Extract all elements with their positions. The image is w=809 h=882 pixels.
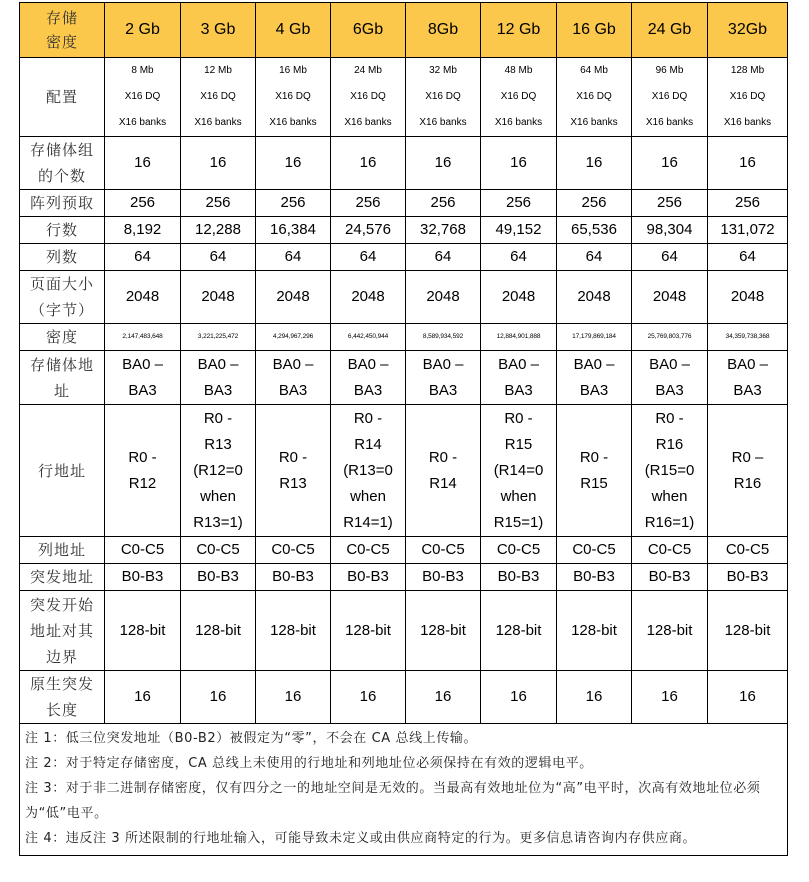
density_bits-cell-1: 3,221,225,472 (181, 324, 256, 351)
config-cell-8 (708, 58, 788, 137)
row_addr-line: when (500, 487, 537, 505)
burst_addr-cell-6: B0-B3 (557, 564, 632, 591)
page_size-cell-7: 2048 (632, 271, 708, 324)
note-2: 注 2：对于特定存储密度，CA 总线上未使用的行地址和列地址位必须保持在有效的逻辑电平。 (25, 756, 593, 771)
bank_addr-cell-1 (181, 351, 256, 405)
config-dq: X16 DQ (350, 91, 386, 102)
row-config (20, 58, 788, 137)
density-header-8: 32Gb (708, 3, 788, 58)
bank_addr-line: BA3 (579, 381, 609, 399)
row-label-config: 配置 (20, 58, 105, 137)
config-dq: X16 DQ (500, 91, 537, 102)
burst_align-cell-6: 128-bit (557, 591, 632, 671)
row_addr-line: R16=1) (644, 513, 695, 531)
row_addr-line: R13=1) (193, 513, 243, 531)
config-size: 48 Mb (504, 65, 533, 76)
density-header-0: 2 Gb (105, 3, 181, 58)
bank_addr-cell-0 (105, 351, 181, 405)
page_size-cell-6: 2048 (557, 271, 632, 324)
config-size: 24 Mb (354, 65, 382, 76)
row-rows_count (20, 217, 788, 244)
col_addr-cell-1: C0-C5 (181, 537, 256, 564)
prefetch-cell-6: 256 (557, 190, 632, 217)
bank_addr-cell-7 (632, 351, 708, 405)
row-density_bits (20, 324, 788, 351)
config-dq: X16 DQ (651, 91, 688, 102)
cols_count-cell-0: 64 (105, 244, 181, 271)
config-cell-0 (105, 58, 181, 137)
burst_addr-cell-3: B0-B3 (331, 564, 406, 591)
page_size-cell-1: 2048 (181, 271, 256, 324)
row_addr-line: when (651, 487, 688, 505)
config-size: 128 Mb (730, 65, 765, 76)
row-label-col_addr: 列地址 (20, 537, 105, 564)
note-3: 注 3：对于非二进制存储密度，仅有四分之一的地址空间是无效的。当最高有效地址位为“高”电平时，次高有效地址位必须为“低”电平。 (25, 781, 761, 821)
col_addr-cell-5: C0-C5 (481, 537, 557, 564)
notes-cell (20, 724, 788, 856)
config-banks: X16 banks (419, 117, 467, 128)
bank_addr-line: BA0 – (347, 355, 389, 373)
config-dq: X16 DQ (576, 91, 612, 102)
cols_count-cell-2: 64 (256, 244, 331, 271)
notes-row (20, 724, 788, 856)
page_size-cell-2: 2048 (256, 271, 331, 324)
burst_align-cell-1: 128-bit (181, 591, 256, 671)
row-label-density_bits: 密度 (20, 324, 105, 351)
density_bits-cell-5: 12,884,901,888 (481, 324, 557, 351)
config-banks: X16 banks (645, 117, 694, 128)
banks-cell-1: 16 (181, 137, 256, 190)
burst_align-cell-2: 128-bit (256, 591, 331, 671)
config-banks: X16 banks (723, 117, 772, 128)
cols_count-cell-5: 64 (481, 244, 557, 271)
col_addr-cell-8: C0-C5 (708, 537, 788, 564)
row_addr-cell-8 (708, 405, 788, 537)
page_size-cell-0: 2048 (105, 271, 181, 324)
config-cell-5 (481, 58, 557, 137)
banks-cell-4: 16 (406, 137, 481, 190)
bank_addr-cell-8 (708, 351, 788, 405)
density-header-3: 6Gb (331, 3, 406, 58)
burst_len-cell-4: 16 (406, 671, 481, 724)
row_addr-line: R0 - (353, 409, 383, 427)
config-banks: X16 banks (570, 117, 618, 128)
col_addr-cell-2: C0-C5 (256, 537, 331, 564)
density-header-7: 24 Gb (632, 3, 708, 58)
row-burst_addr (20, 564, 788, 591)
config-cell-3 (331, 58, 406, 137)
bank_addr-line: BA3 (353, 381, 383, 399)
prefetch-cell-5: 256 (481, 190, 557, 217)
row_addr-cell-6 (557, 405, 632, 537)
note-4: 注 4：违反注 3 所述限制的行地址输入，可能导致未定义或由供应商特定的行为。更多信息请咨询内存供应商。 (25, 831, 697, 846)
config-size: 96 Mb (655, 65, 684, 76)
burst_len-cell-6: 16 (557, 671, 632, 724)
row_addr-cell-7 (632, 405, 708, 537)
row_addr-line: R0 - (579, 448, 609, 466)
bank_addr-cell-2 (256, 351, 331, 405)
row_addr-line: R0 - (128, 448, 157, 466)
row-label-rows_count: 行数 (20, 217, 105, 244)
config-cell-2 (256, 58, 331, 137)
page_size-cell-3: 2048 (331, 271, 406, 324)
config-dq: X16 DQ (200, 91, 236, 102)
burst_len-cell-3: 16 (331, 671, 406, 724)
col_addr-cell-3: C0-C5 (331, 537, 406, 564)
col_addr-cell-0: C0-C5 (105, 537, 181, 564)
cols_count-cell-8: 64 (708, 244, 788, 271)
cols_count-cell-4: 64 (406, 244, 481, 271)
row-page_size (20, 271, 788, 324)
bank_addr-line: BA3 (733, 381, 762, 399)
burst_addr-cell-5: B0-B3 (481, 564, 557, 591)
row-label-cols_count: 列数 (20, 244, 105, 271)
burst_len-cell-1: 16 (181, 671, 256, 724)
config-dq: X16 DQ (275, 91, 311, 102)
row_addr-line: R13 (204, 435, 232, 453)
banks-cell-3: 16 (331, 137, 406, 190)
rows_count-cell-2: 16,384 (256, 217, 331, 244)
burst_addr-cell-2: B0-B3 (256, 564, 331, 591)
bank_addr-line: BA0 – (649, 355, 690, 373)
density-header-4: 8Gb (406, 3, 481, 58)
spec-table-wrapper (19, 2, 788, 856)
bank_addr-line: BA3 (203, 381, 233, 399)
row-row_addr (20, 405, 788, 537)
config-banks: X16 banks (118, 117, 167, 128)
row_addr-line: (R14=0 (493, 461, 544, 479)
density-header-6: 16 Gb (557, 3, 632, 58)
config-dq: X16 DQ (425, 91, 461, 102)
row_addr-line: R15 (580, 474, 608, 492)
density_bits-cell-2: 4,294,967,296 (256, 324, 331, 351)
row-label-banks: 存储体组 的个数 (20, 137, 105, 190)
config-size: 16 Mb (279, 65, 307, 76)
row_addr-line: R16 (655, 435, 684, 453)
row_addr-line: (R15=0 (644, 461, 695, 479)
row_addr-line: R0 - (278, 448, 308, 466)
density-header-5: 12 Gb (481, 3, 557, 58)
density-header-1: 3 Gb (181, 3, 256, 58)
burst_len-cell-0: 16 (105, 671, 181, 724)
prefetch-cell-2: 256 (256, 190, 331, 217)
burst_addr-cell-4: B0-B3 (406, 564, 481, 591)
burst_len-cell-8: 16 (708, 671, 788, 724)
density_bits-cell-3: 6,442,450,944 (331, 324, 406, 351)
row_addr-line: R0 - (655, 409, 684, 427)
row_addr-line: R0 - (203, 409, 233, 427)
config-cell-1 (181, 58, 256, 137)
config-cell-7 (632, 58, 708, 137)
row-label-prefetch: 阵列预取 (20, 190, 105, 217)
rows_count-cell-5: 49,152 (481, 217, 557, 244)
row-burst_align (20, 591, 788, 671)
burst_align-cell-3: 128-bit (331, 591, 406, 671)
row_addr-line: R13 (279, 474, 307, 492)
prefetch-cell-3: 256 (331, 190, 406, 217)
banks-cell-0: 16 (105, 137, 181, 190)
prefetch-cell-1: 256 (181, 190, 256, 217)
burst_len-cell-2: 16 (256, 671, 331, 724)
row_addr-cell-4 (406, 405, 481, 537)
row-label-page_size: 页面大小 （字节） (20, 271, 105, 324)
config-dq: X16 DQ (124, 91, 161, 102)
bank_addr-line: BA0 – (727, 355, 768, 373)
config-banks: X16 banks (344, 117, 392, 128)
row-label-row_addr: 行地址 (20, 405, 105, 537)
config-banks: X16 banks (269, 117, 317, 128)
row-label-burst_addr: 突发地址 (20, 564, 105, 591)
row_addr-cell-0 (105, 405, 181, 537)
row-bank_addr (20, 351, 788, 405)
banks-cell-2: 16 (256, 137, 331, 190)
row_addr-line: R14 (354, 435, 382, 453)
row-label-burst_len: 原生突发 长度 (20, 671, 105, 724)
burst_addr-cell-7: B0-B3 (632, 564, 708, 591)
row_addr-line: when (350, 487, 386, 505)
row-banks (20, 137, 788, 190)
row_addr-line: when (200, 487, 236, 505)
rows_count-cell-1: 12,288 (181, 217, 256, 244)
bank_addr-cell-5 (481, 351, 557, 405)
row_addr-line: R0 - (428, 448, 458, 466)
config-banks: X16 banks (494, 117, 543, 128)
bank_addr-cell-6 (557, 351, 632, 405)
rows_count-cell-6: 65,536 (557, 217, 632, 244)
density_bits-cell-7: 25,769,803,776 (632, 324, 708, 351)
banks-cell-7: 16 (632, 137, 708, 190)
config-cell-4 (406, 58, 481, 137)
row_addr-line: (R12=0 (193, 461, 243, 479)
row_addr-cell-1 (181, 405, 256, 537)
bank_addr-line: BA0 – (197, 355, 239, 373)
row_addr-cell-5 (481, 405, 557, 537)
burst_len-cell-5: 16 (481, 671, 557, 724)
bank_addr-line: BA3 (428, 381, 458, 399)
rows_count-cell-0: 8,192 (105, 217, 181, 244)
config-size: 32 Mb (429, 65, 457, 76)
bank_addr-line: BA0 – (498, 355, 539, 373)
config-size: 64 Mb (580, 65, 608, 76)
prefetch-cell-8: 256 (708, 190, 788, 217)
bank_addr-line: BA0 – (573, 355, 615, 373)
row_addr-line: R16 (733, 474, 762, 492)
row_addr-line: (R13=0 (343, 461, 393, 479)
col_addr-cell-6: C0-C5 (557, 537, 632, 564)
prefetch-cell-7: 256 (632, 190, 708, 217)
density-header-2: 4 Gb (256, 3, 331, 58)
prefetch-cell-4: 256 (406, 190, 481, 217)
row-col_addr (20, 537, 788, 564)
banks-cell-8: 16 (708, 137, 788, 190)
page_size-cell-8: 2048 (708, 271, 788, 324)
config-size: 12 Mb (204, 65, 232, 76)
banks-cell-6: 16 (557, 137, 632, 190)
bank_addr-line: BA3 (128, 381, 157, 399)
cols_count-cell-7: 64 (632, 244, 708, 271)
config-size: 8 Mb (131, 65, 154, 76)
bank_addr-line: BA0 – (422, 355, 464, 373)
col_addr-cell-4: C0-C5 (406, 537, 481, 564)
row_addr-line: R12 (128, 474, 157, 492)
density_bits-cell-4: 8,589,934,592 (406, 324, 481, 351)
config-banks: X16 banks (194, 117, 242, 128)
bank_addr-line: BA3 (504, 381, 533, 399)
banks-cell-5: 16 (481, 137, 557, 190)
config-dq: X16 DQ (729, 91, 766, 102)
cols_count-cell-6: 64 (557, 244, 632, 271)
bank_addr-line: BA0 – (272, 355, 314, 373)
row-burst_len (20, 671, 788, 724)
memory-density-spec-table (19, 2, 788, 856)
burst_align-cell-5: 128-bit (481, 591, 557, 671)
burst_len-cell-7: 16 (632, 671, 708, 724)
density_bits-cell-6: 17,179,869,184 (557, 324, 632, 351)
rows_count-cell-4: 32,768 (406, 217, 481, 244)
page_size-cell-4: 2048 (406, 271, 481, 324)
density_bits-cell-8: 34,359,738,368 (708, 324, 788, 351)
note-1: 注 1：低三位突发地址（B0-B2）被假定为“零”，不会在 CA 总线上传输。 (25, 731, 478, 746)
burst_addr-cell-1: B0-B3 (181, 564, 256, 591)
bank_addr-line: BA0 – (122, 355, 163, 373)
row_addr-cell-2 (256, 405, 331, 537)
burst_addr-cell-0: B0-B3 (105, 564, 181, 591)
bank_addr-line: BA3 (278, 381, 308, 399)
row_addr-line: R15 (504, 435, 533, 453)
cols_count-cell-3: 64 (331, 244, 406, 271)
bank_addr-line: BA3 (655, 381, 684, 399)
burst_align-cell-4: 128-bit (406, 591, 481, 671)
burst_align-cell-8: 128-bit (708, 591, 788, 671)
config-cell-6 (557, 58, 632, 137)
bank_addr-cell-4 (406, 351, 481, 405)
row-cols_count (20, 244, 788, 271)
rows_count-cell-3: 24,576 (331, 217, 406, 244)
row-prefetch (20, 190, 788, 217)
cols_count-cell-1: 64 (181, 244, 256, 271)
row_addr-line: R14=1) (343, 513, 393, 531)
header-row (20, 3, 788, 58)
row-label-bank_addr: 存储体地 址 (20, 351, 105, 405)
header-label: 存储 密度 (20, 3, 105, 58)
burst_align-cell-0: 128-bit (105, 591, 181, 671)
prefetch-cell-0: 256 (105, 190, 181, 217)
bank_addr-cell-3 (331, 351, 406, 405)
row_addr-cell-3 (331, 405, 406, 537)
row_addr-line: R0 - (504, 409, 533, 427)
col_addr-cell-7: C0-C5 (632, 537, 708, 564)
density_bits-cell-0: 2,147,483,648 (105, 324, 181, 351)
burst_addr-cell-8: B0-B3 (708, 564, 788, 591)
rows_count-cell-8: 131,072 (708, 217, 788, 244)
row_addr-line: R0 – (731, 448, 764, 466)
row_addr-line: R15=1) (493, 513, 544, 531)
page_size-cell-5: 2048 (481, 271, 557, 324)
burst_align-cell-7: 128-bit (632, 591, 708, 671)
row_addr-line: R14 (429, 474, 457, 492)
rows_count-cell-7: 98,304 (632, 217, 708, 244)
row-label-burst_align: 突发开始 地址对其 边界 (20, 591, 105, 671)
